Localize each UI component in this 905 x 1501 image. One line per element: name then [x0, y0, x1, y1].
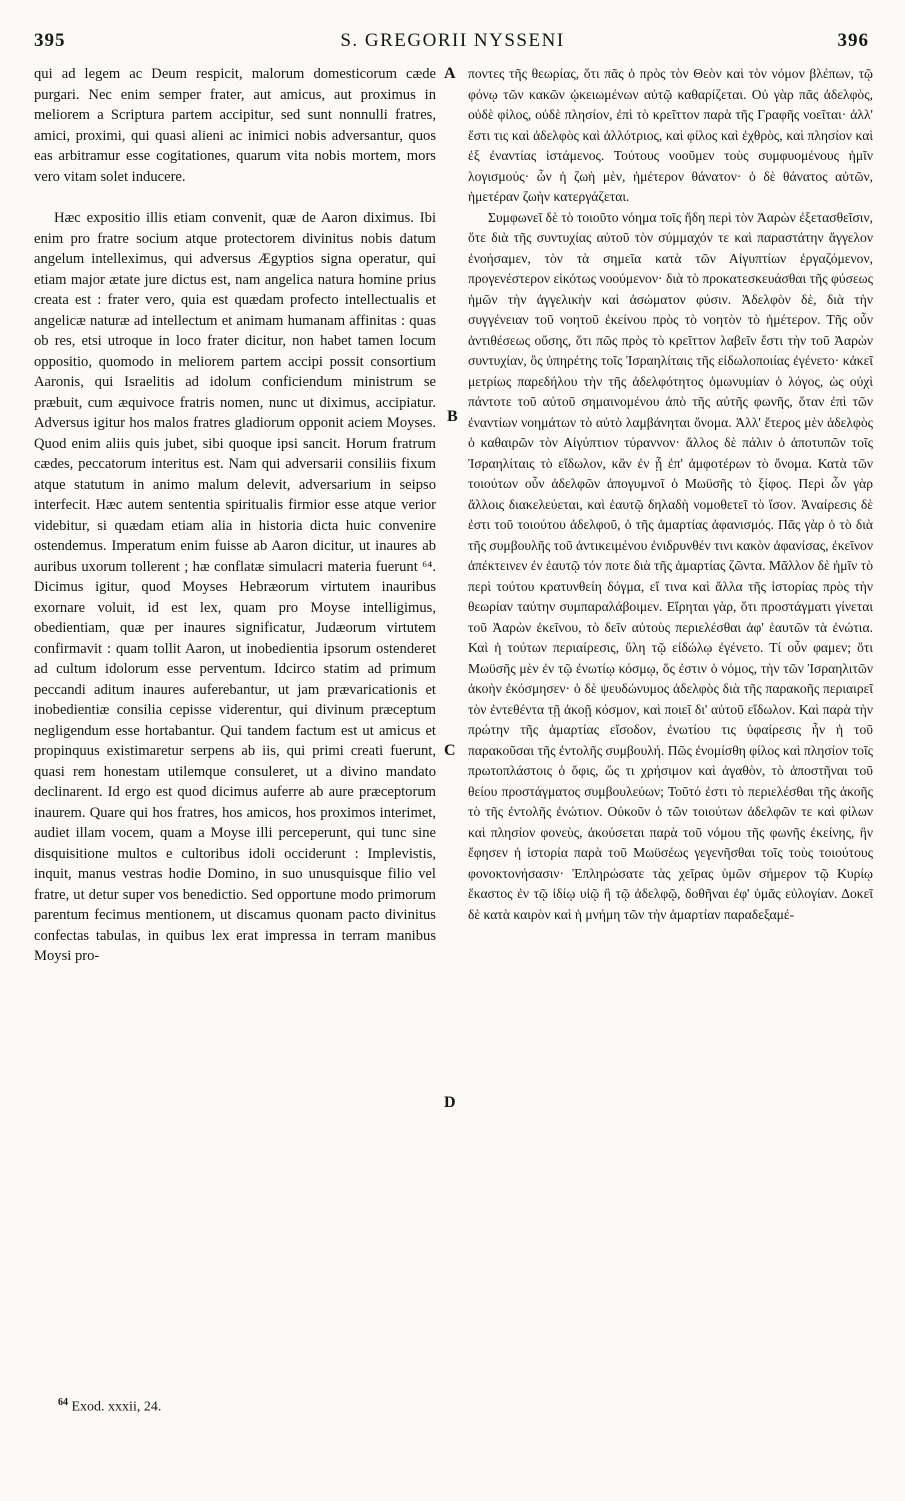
latin-paragraph-1: qui ad legem ac Deum respicit, malorum domesticorum cæde purgari. Nec enim semper frater, aut amicus, aut proximus in meliorem a Scriptura partem accipitur, sed sunt nonnulli fratres, amici, proximi, qui quasi alieni ac inimici nobis adversantur, quos eas arbitramur esse cogitationes, quarum vita nobis mortem, mors vero vitam solet inducere.: [34, 66, 436, 185]
footnote: [58, 1397, 161, 1416]
margin-letter-b: B: [447, 408, 458, 425]
greek-column: [468, 64, 873, 925]
greek-paragraph-1: ποντες τῆς θεωρίας, ὅτι πᾶς ὁ πρὸς τὸν Θεὸν καὶ τὸν νόμον βλέπων, τῷ φόνῳ τῶν κακῶν ᾠκειωμένων αὐτῷ καθαρίζεται. Οὐ γὰρ πᾶς ἀδελφὸς, οὐδὲ φίλος, οὐδὲ πλησίον, ἐπὶ τὸ κρεῖττον παρὰ τῆς Γραφῆς νοεῖται· ἀλλ' ἔστι τις καὶ ἀδελφὸς καὶ ἀλλότριος, καὶ φίλος καὶ ἐχθρὸς, καὶ πλησίον καὶ ἐξ ἐναντίας ἱστάμενος. Τούτους νοοῦμεν τοὺς συμφυομένους ἡμῖν λογισμούς· ὧν ἡ ζωὴ μὲν, ἡμέτερον θάνατον· ὁ δὲ θάνατος αὐτῶν, ἡμετέραν ζωὴν κατεργάζεται.: [468, 66, 873, 204]
running-title: S. GREGORII NYSSENI: [340, 30, 565, 51]
margin-letter-c: C: [444, 742, 456, 759]
page-number-left: 395: [34, 30, 66, 51]
footnote-text: Exod. xxxii, 24.: [71, 1399, 162, 1415]
margin-letter-a: A: [444, 65, 456, 82]
greek-paragraph-2: Συμφωνεῖ δὲ τὸ τοιοῦτο νόημα τοῖς ἤδη περὶ τὸν Ἀαρὼν ἐξετασθεῖσιν, ὅτε διὰ τῆς συντυχίας αὐτοῦ τὸν σύμμαχόν τε καὶ παραστάτην ἄγγελον ἐνοήσαμεν, τὸν τὰ σημεῖα κατὰ τῶν Αἰγυπτίων ἐργαζόμενον, προγενέστερον εἰκότως νοούμενον· διὰ τὸ προκατεσκευάσθαι τῆς φύσεως ἡμῶν τὴν ἀγγελικὴν καὶ ἀσώματον φύσιν. Ἀδελφὸν δὲ, διὰ τὴν συγγένειαν τοῦ νοητοῦ ἐκείνου πρὸς τὸ νοητὸν τὸ ἡμέτερον. Τῆς οὖν ἀντιθέσεως οὔσης, ὅτι πῶς πρὸς τὸ κρεῖττον λαβεῖν ἔστι τὴν τοῦ Ἀαρὼν συντυχίαν, ὃς ὑπηρέτης τοῖς Ἰσραηλίταις τῆς εἰδωλοποιίας ἐγένετο· κἀκεῖ μετρίως παρεδήλου τὴν τῆς ἀδελφότητος ὁμωνυμίαν ὁ λόγος, ὡς οὐχὶ πάντοτε τοῦ αὐτοῦ σημαινομένου ἀπὸ τῆς αὐτῆς φωνῆς, ὅταν ἐπὶ τῶν ἐναντίων νοημάτων τὸ αὐτὸ λαμβάνηται ὄνομα. Ἀλλ' ἕτερος μὲν ἀδελφὸς ὁ καθαιρῶν τὸν Αἰγύπτιον τύραννον· ἄλλος δὲ πάλιν ὁ ἀποτυπῶν τοῖς Ἰσραηλίταις τὸ εἴδωλον, κἂν ἐν ᾗ ἐπ' ἀμφοτέρων τὸ ὄνομα. Κατὰ τῶν τοιούτων οὖν ἀδελφῶν ἀπογυμνοῖ ὁ Μωϋσῆς τὸ ξίφος. Περὶ ὧν γὰρ ἄλλοις διακελεύεται, καὶ ἑαυτῷ δηλαδὴ νομοθετεῖ τὸ ἴσον. Ἀναίρεσις δὲ ἐστι τοῦ τοιούτου ἀδελφοῦ, ὁ τῆς ἁμαρτίας ἀφανισμός. Πᾶς γὰρ ὁ τὸ διὰ τῆς συμβουλῆς τοῦ ἀντικειμένου ἐνιδρυνθέν τινι κακὸν ἀφανίσας, ἐκεῖνον ἀπέκτεινεν ἐν ἑαυτῷ τόν ποτε διὰ τῆς ἁμαρτίας ζῶντα. Μᾶλλον δὲ ἡμῖν τὸ περὶ τούτου κρατυνθείη δόγμα, εἴ τινα καὶ ἄλλα τῆς ἱστορίας πρὸς τὴν θεωρίαν ταύτην συμπαραλάβοιμεν. Εἴρηται γὰρ, ὅτι προστάγματι γίνεται τοῦ Ἀαρὼν ἐκεῖνου, τὸ δεῖν αὐτοὺς περιελέσθαι ἀφ' ἑαυτῶν τὰ ἐνώτια. Καὶ ἡ τούτων περιαίρεσις, ὕλη τῷ εἰδώλῳ ἐγένετο. Τί οὖν φαμεν; ὅτι Μωϋσῆς μὲν ἐν τῷ ἐνωτίῳ κόσμῳ, ὅς ἐστιν ὁ νόμος, τὴν τῶν Ἰσραηλιτῶν ἀκοὴν ἐκόσμησεν· ὁ δὲ ψευδώνυμος ἀδελφὸς διὰ τῆς παρακοῆς περιαιρεῖ τὸν ἐντεθέντα τῇ ἀκοῇ κόσμον, καὶ ποιεῖ δι' αὐτοῦ εἴδωλον. Καὶ παρὰ τὴν πρώτην τῆς ἁμαρτίας εἴσοδον, ἐνωτίου τις ὑφαίρεσις ἦν ἡ τοῦ παρακοῦσαι τῆς ἐντολῆς συμβουλή. Πῶς ἐνομίσθη φίλος καὶ πλησίον τοῖς πρωτοπλάστοις ὁ ὄφις, ὥς τι χρήσιμον καὶ ἀγαθὸν, τὸ ἀποστῆναι τοῦ θείου προστάγματος συμβουλεύων; Τοῦτό ἐστι τὸ περιελέσθαι τῆς ἀκοῆς τὸ τῆς ἐντολῆς ἐνώτιον. Οὐκοῦν ὁ τῶν τοιούτων ἀδελφῶν τε καὶ φίλων καὶ πλησίον φονεὺς, ἀκούσεται παρὰ τοῦ νόμου τῆς φωνῆς ἐκείνης, ἣν ἔφησεν ἡ ἱστορία παρὰ τοῦ Μωϋσέως γεγενῆσθαι τοῖς τοὺς τοιούτους φονοκτονήσασιν· Ἐπληρώσατε τὰς χεῖρας ὑμῶν σήμερον τῷ Κυρίῳ ἕκαστος ἐν τῷ ἰδίῳ υἱῷ ἢ τῷ ἀδελφῷ, δοθῆναι ἐφ' ὑμᾶς εὐλογίαν. Δοκεῖ δὲ κατὰ καιρὸν καὶ ἡ μνήμη τῶν τὴν ἁμαρτίαν παραδεξαμέ-: [468, 209, 873, 922]
page-number-right: 396: [837, 30, 869, 51]
latin-paragraph-2: Hæc expositio illis etiam convenit, quæ de Aaron diximus. Ibi enim pro fratre socium atque protectorem divinitus nobis datum angelum intelleximus, qui adversus Ægyptios signa operatur, qui etiam major ætate jure dictus est, nam angelica natura homine prius creata est : frater vero, quia est quædam profecto intellectualis et angelicæ naturæ ad intellectum et animam humanam affinitas : quas ob res, etsi utroque in loco frater dicitur, non habet tamen locum oppositio, quomodo in meliorem partem accipi possit consortium Aaronis, qui Israelitis ad idolum conficiendum ministrum se præbuit, cum æquivoce fratris nomen, nunc ut diximus, accipiatur. Adversus igitur hos malos fratres gladiorum opponit aciem Moyses. Quod enim aliis quis jubet, sibi quoque ipsi sancit. Horum fratrum cædes, peccatorum interitus est. Nam qui adversarii consiliis fixum atque statutum in animo malum delevit, adversarium in seipso interfecit. Hæc autem sententia spiritualis firmior esse atque verior videbitur, si quædam etiam alia in historia dicta huic convenire ostendemus. Imperatum enim fuisse ab Aaron dicitur, ut inaures ab auribus uxorum tollerent ; hæ conflatæ simulacri materia fuerunt ⁶⁴. Dicimus igitur, quod Moyses Hebræorum virtutem inauribus exornare voluit, id est lex, quam pro Moyse intelligimus, obedientiam, quæ per inaures significatur, Judæorum virtutem confirmavit : quam tollit Aaron, ut inobedientia ipsorum ostenderet ad cultum idolorum esse perventum. Idcirco statim ad primum peccandi aditum inaures auferebantur, ut jam prævaricationis et inobedientiæ consilia cepisse viderentur, qui divinum præceptum negligendum esse hortabantur. Qui tandem factum est ut amicus et propinquus existimaretur serpens ab iis, qui primi creati fuerunt, quasi rem honestam utilemque consuleret, ut a divino mandato declinarent. Id ergo est quod dicimus auferre ab aure præceptorum inaurem. Quare qui hos fratres, hos amicos, hos proximos interimet, audiet illam vocem, quam a Moyse illi perceperunt, qui tunc sine disquisitione multos e cultoribus idoli occiderunt : Implevistis, inquit, manus vestras hodie Domino, in suo unusquisque filio vel fratre, ut detur super vos benedictio. Sed opportune modo primorum parentum fecimus mentionem, ut discamus quonam pacto divinitus confectas tabulas, in quibus lex erat impressa in terram manibus Moysi pro-: [34, 210, 436, 964]
latin-column: [34, 64, 436, 967]
footnote-mark: 64: [58, 1397, 68, 1408]
running-header: [0, 30, 905, 56]
margin-letter-d: D: [444, 1094, 456, 1111]
